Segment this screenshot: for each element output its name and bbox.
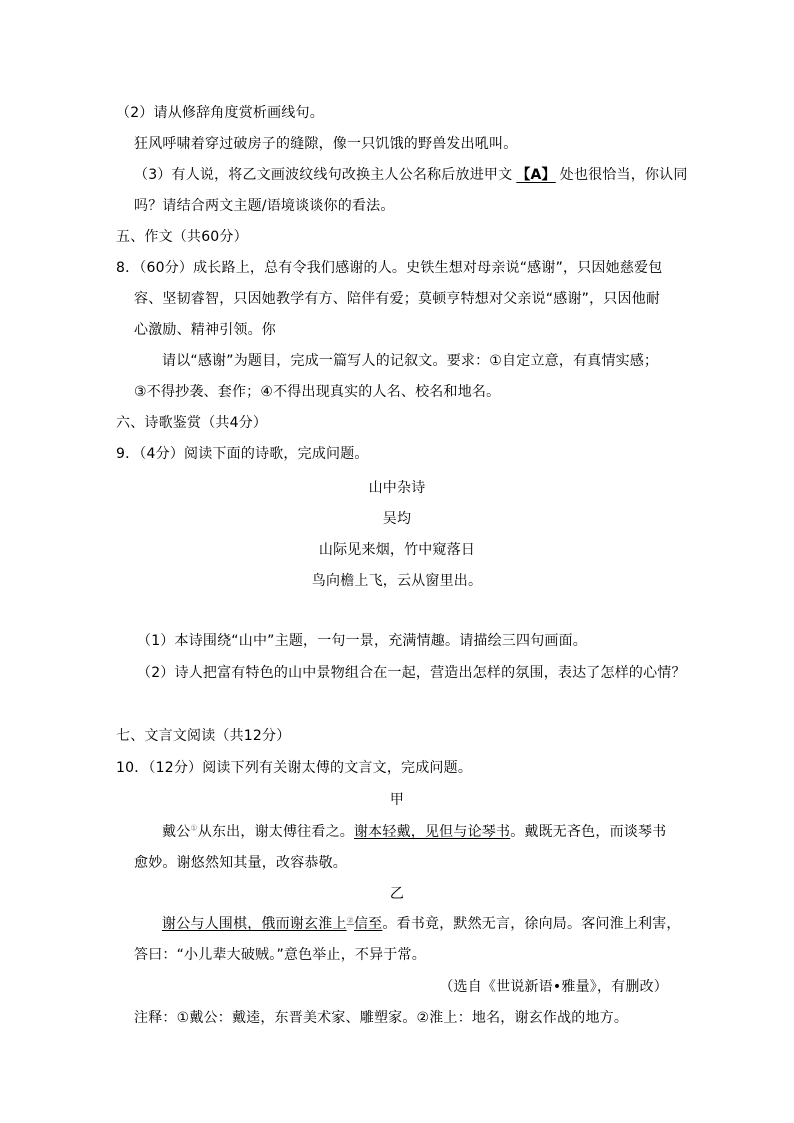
footnote-ref-2: ②: [346, 915, 354, 925]
q9-sub2: （2）诗人把富有特色的山中景物组合在一起，营造出怎样的氛围，表达了怎样的心情？: [137, 665, 686, 681]
passage-jia-label: 甲: [389, 792, 405, 808]
q8-line3: 心激励、精神引领。你: [134, 322, 276, 338]
passage-jia-line2: 愈妙。谢悠然知其量，改容恭敬。: [134, 855, 347, 871]
blank-a-marker: 【A】: [516, 167, 556, 183]
poem-line2: 鸟向檐上飞，云从窗里出。: [311, 573, 483, 589]
q8-line4: 请以“感谢”为题目，完成一篇写人的记叙文。要求：①自定立意，有真情实感；: [162, 353, 659, 369]
section7-heading: 七、文言文阅读（共12分）: [116, 728, 291, 744]
annotations: 注释：①戴公：戴逵，东晋美术家、雕塑家。②淮上：地名，谢玄作战的地方。: [134, 1010, 629, 1026]
jia-text-c: 。戴既无吝色，而谈琴书: [510, 824, 667, 840]
passage-yi-line1: [162, 915, 681, 933]
poem-title: 山中杂诗: [368, 480, 426, 496]
q7-sub3-line1: [134, 166, 688, 184]
q8-line1: 8．（60分）成长路上，总有令我们感谢的人。史铁生想对母亲说“感谢”，只因她慈爱包: [116, 260, 663, 276]
passage-jia-line1: [162, 823, 666, 841]
footnote-ref-1: ①: [190, 823, 198, 833]
q7-sub2-prompt: （2）请从修辞角度赏析画线句。: [116, 105, 324, 121]
q7-sub3-line2: 吗？请结合两文主题/语境谈谈你的看法。: [134, 198, 395, 214]
source-citation: （选自《世说新语•雅量》，有删改）: [439, 979, 668, 995]
jia-underlined-sentence: 谢本轻戴，见但与论琴书: [353, 824, 511, 840]
yi-text-c: 。看书竟，默然无言，徐向局。客问淮上利害，: [382, 916, 681, 932]
section5-heading: 五、作文（共60分）: [116, 229, 248, 245]
poem-line1: 山际见来烟，竹中窥落日: [318, 542, 476, 558]
q9-sub1: （1）本诗围绕“山中”主题，一句一景，充满情趣。请描绘三四句画面。: [137, 633, 588, 649]
passage-yi-label: 乙: [389, 886, 405, 902]
passage-yi-line2: 答曰：“小儿辈大破贼。”意色举止，不异于常。: [134, 947, 426, 963]
q10-prompt: 10．（12分）阅读下列有关谢太傅的文言文，完成问题。: [116, 760, 473, 776]
jia-text-b: 从东出，谢太傅往看之。: [197, 824, 354, 840]
jia-text-a: 戴公: [162, 824, 191, 840]
yi-underlined-b: 信至: [353, 916, 383, 932]
q7-sub3-text-b: 处也很恰当，你认同: [559, 167, 688, 183]
poem-author: 吴均: [382, 511, 412, 527]
yi-underlined-a: 谢公与人围棋，俄而谢玄淮上: [162, 916, 347, 932]
section6-heading: 六、诗歌鉴赏（共4分）: [116, 415, 268, 431]
q9-prompt: 9．（4分）阅读下面的诗歌，完成问题。: [116, 446, 369, 462]
q7-sub3-text-a: （3）有人说，将乙文画波纹线句改换主人公名称后放进甲文: [134, 167, 513, 183]
q8-line2: 容、坚韧睿智，只因她教学有方、陪伴有爱；莫顿亨特想对父亲说“感谢”，只因他耐: [134, 291, 661, 307]
q8-line5: ③不得抄袭、套作；④不得出现真实的人名、校名和地名。: [134, 384, 501, 400]
q7-sub2-quote: 狂风呼啸着穿过破房子的缝隙，像一只饥饿的野兽发出吼叫。: [134, 136, 518, 152]
